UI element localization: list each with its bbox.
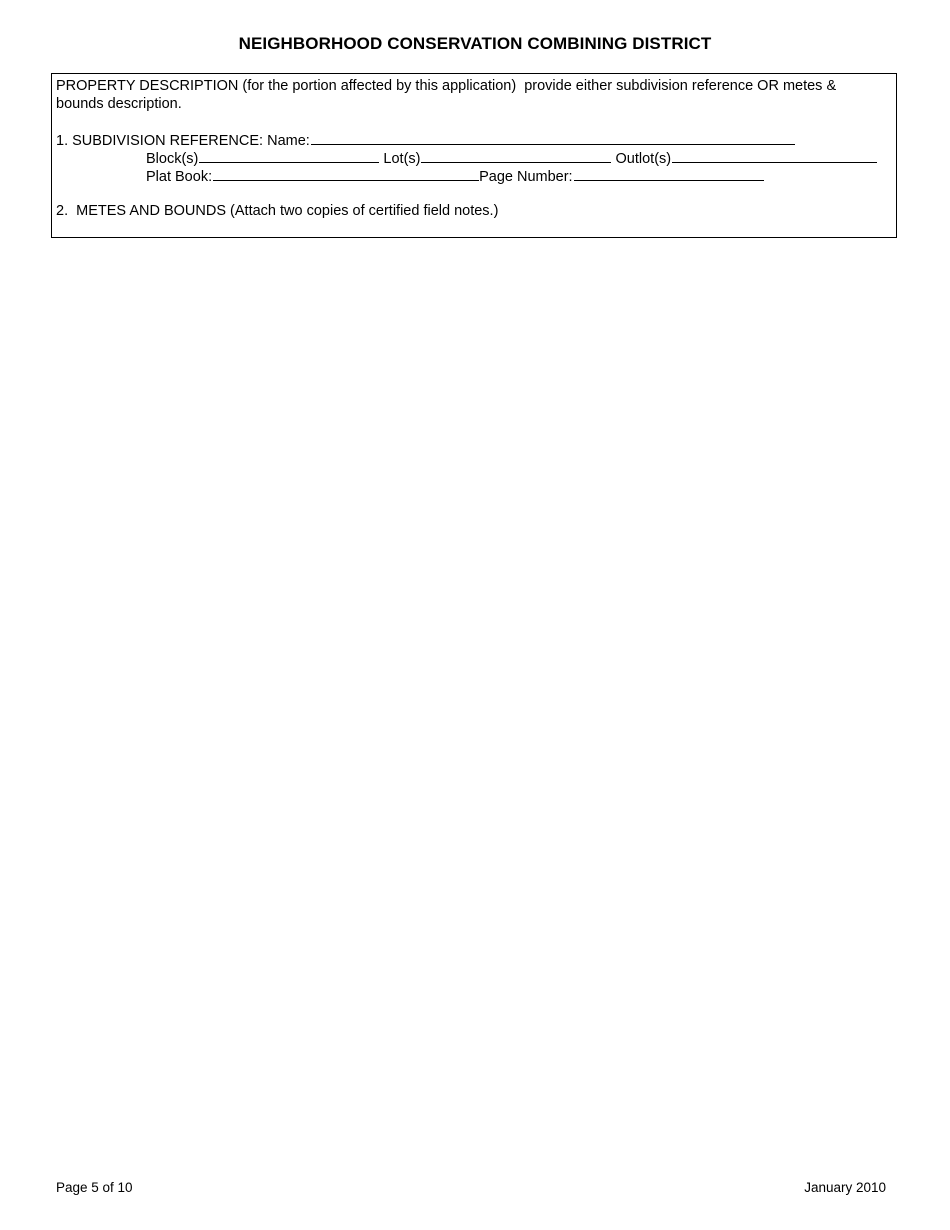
plat-book-field[interactable] <box>213 166 479 181</box>
lot-label: Lot(s) <box>383 151 421 167</box>
lot-field[interactable] <box>421 148 611 163</box>
plat-book-row <box>146 166 764 186</box>
plat-book-label: Plat Book: <box>146 169 213 185</box>
outlot-label: Outlot(s) <box>615 151 672 167</box>
subdivision-reference-heading: 1. SUBDIVISION REFERENCE: Name: <box>56 133 310 149</box>
property-description-box <box>51 73 897 238</box>
page-title: NEIGHBORHOOD CONSERVATION COMBINING DISTRICT <box>238 34 712 53</box>
page-number-label: Page Number: <box>479 169 573 185</box>
page-number-field[interactable] <box>574 166 764 181</box>
block-label: Block(s) <box>146 151 199 167</box>
footer-date: January 2010 <box>804 1180 886 1195</box>
block-lot-outlot-row <box>146 148 877 168</box>
outlot-field[interactable] <box>672 148 877 163</box>
block-field[interactable] <box>199 148 379 163</box>
property-description-intro-line-1: PROPERTY DESCRIPTION (for the portion affected by this application) provide either subdivision reference OR metes & <box>56 78 837 94</box>
subdivision-name-field[interactable] <box>311 130 795 145</box>
property-description-intro-line-2: bounds description. <box>56 96 182 112</box>
subdivision-name-row <box>56 130 795 150</box>
metes-and-bounds-item: 2. METES AND BOUNDS (Attach two copies of certified field notes.) <box>56 203 499 219</box>
footer-page-number: Page 5 of 10 <box>56 1180 133 1195</box>
